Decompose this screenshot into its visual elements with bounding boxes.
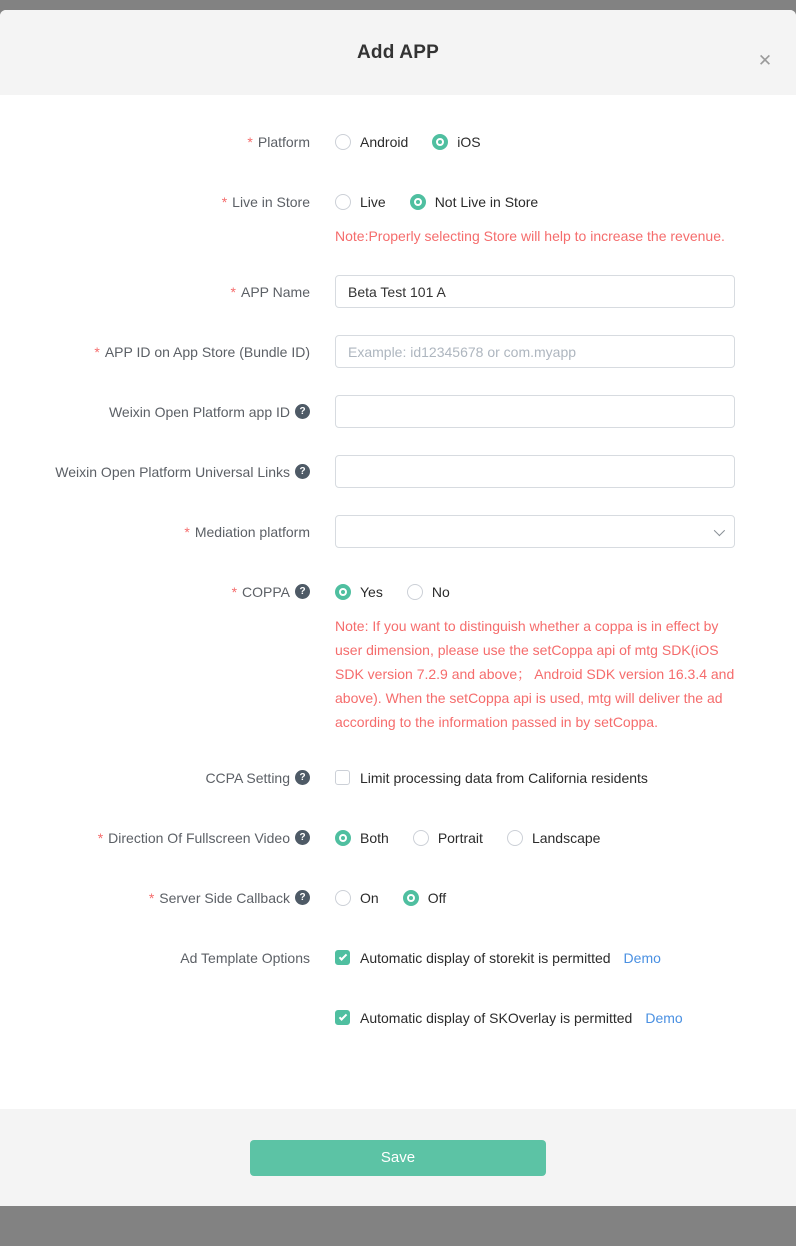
field-mediation-platform-label: * Mediation platform bbox=[184, 523, 310, 540]
storekit-demo-link[interactable]: Demo bbox=[623, 949, 661, 966]
radio-coppa-yes[interactable]: Yes bbox=[335, 584, 383, 600]
help-icon[interactable]: ? bbox=[295, 830, 310, 845]
help-icon[interactable]: ? bbox=[295, 770, 310, 785]
field-weixin-app-id bbox=[0, 395, 796, 428]
save-button[interactable]: Save bbox=[250, 1140, 546, 1176]
weixin-app-id-input[interactable] bbox=[335, 395, 735, 428]
add-app-modal bbox=[0, 10, 796, 1206]
storekit-checkbox-item[interactable]: Automatic display of storekit is permitted bbox=[335, 950, 611, 966]
check-icon bbox=[338, 1012, 346, 1020]
radio-selected-icon[interactable] bbox=[432, 134, 448, 150]
field-server-side-callback bbox=[0, 881, 796, 914]
radio-ios[interactable]: iOS bbox=[432, 134, 480, 150]
field-ad-template-skoverlay bbox=[0, 1001, 796, 1034]
radio-icon[interactable] bbox=[507, 830, 523, 846]
field-coppa-label: * COPPA ? bbox=[0, 575, 310, 608]
help-icon[interactable]: ? bbox=[295, 464, 310, 479]
radio-icon[interactable] bbox=[407, 584, 423, 600]
server-side-callback-radio-group bbox=[335, 881, 735, 914]
modal-title: Add APP bbox=[357, 41, 439, 63]
field-coppa bbox=[0, 575, 796, 734]
app-id-input[interactable] bbox=[335, 335, 735, 368]
radio-both[interactable]: Both bbox=[335, 830, 389, 846]
field-weixin-app-id-label: Weixin Open Platform app ID ? bbox=[0, 395, 310, 428]
field-platform bbox=[0, 125, 796, 158]
add-app-form bbox=[0, 95, 796, 1109]
mediation-platform-select[interactable] bbox=[335, 515, 735, 548]
required-asterisk: * bbox=[94, 343, 100, 360]
coppa-note: Note: If you want to distinguish whether a coppa is in effect by user dimension, please use the setCoppa api of mtg SDK(iOS SDK version 7.2.9 and above； Android SDK version 16.3.4 and above). When the setCoppa api is used, mtg will deliver the ad according to the information passed in by setCoppa. bbox=[335, 618, 735, 730]
field-app-name-label: * APP Name bbox=[230, 283, 310, 300]
ccpa-checkbox-item[interactable]: Limit processing data from California residents bbox=[335, 770, 648, 786]
modal-footer bbox=[0, 1109, 796, 1206]
help-icon[interactable]: ? bbox=[295, 890, 310, 905]
platform-radio-group bbox=[335, 125, 735, 158]
radio-coppa-no[interactable]: No bbox=[407, 584, 450, 600]
radio-selected-icon[interactable] bbox=[410, 194, 426, 210]
close-icon[interactable]: ✕ bbox=[757, 51, 773, 70]
chevron-down-icon bbox=[714, 524, 725, 535]
direction-radio-group bbox=[335, 821, 735, 854]
radio-icon[interactable] bbox=[335, 194, 351, 210]
field-direction bbox=[0, 821, 796, 854]
radio-icon[interactable] bbox=[335, 134, 351, 150]
radio-not-live-in-store[interactable]: Not Live in Store bbox=[410, 194, 539, 210]
field-live-in-store-label: * Live in Store bbox=[221, 193, 310, 210]
required-asterisk: * bbox=[230, 283, 236, 300]
checkbox-checked-icon[interactable] bbox=[335, 950, 350, 965]
radio-selected-icon[interactable] bbox=[335, 584, 351, 600]
field-live-in-store bbox=[0, 185, 796, 248]
live-in-store-radio-group bbox=[335, 185, 735, 218]
required-asterisk: * bbox=[97, 829, 104, 846]
check-icon bbox=[338, 952, 346, 960]
required-asterisk: * bbox=[221, 193, 228, 210]
modal-header bbox=[0, 10, 796, 95]
weixin-universal-links-input[interactable] bbox=[335, 455, 735, 488]
help-icon[interactable]: ? bbox=[295, 404, 310, 419]
radio-icon[interactable] bbox=[335, 890, 351, 906]
field-server-side-callback-label: * Server Side Callback ? bbox=[0, 881, 310, 914]
field-app-id-label: * APP ID on App Store (Bundle ID) bbox=[94, 343, 310, 360]
help-icon[interactable]: ? bbox=[295, 584, 310, 599]
field-ad-template-storekit bbox=[0, 941, 796, 974]
field-ccpa-label: CCPA Setting ? bbox=[0, 761, 310, 794]
required-asterisk: * bbox=[231, 583, 238, 600]
skoverlay-demo-link[interactable]: Demo bbox=[645, 1009, 683, 1026]
app-name-input[interactable] bbox=[335, 275, 735, 308]
radio-off[interactable]: Off bbox=[403, 890, 446, 906]
radio-icon[interactable] bbox=[413, 830, 429, 846]
live-in-store-note: Note:Properly selecting Store will help to increase the revenue. bbox=[335, 228, 725, 244]
required-asterisk: * bbox=[184, 523, 190, 540]
radio-selected-icon[interactable] bbox=[403, 890, 419, 906]
radio-portrait[interactable]: Portrait bbox=[413, 830, 483, 846]
field-weixin-universal-links-label: Weixin Open Platform Universal Links ? bbox=[0, 455, 310, 488]
field-ccpa bbox=[0, 761, 796, 794]
field-app-name bbox=[0, 275, 796, 308]
field-app-id bbox=[0, 335, 796, 368]
field-ad-template-spacer bbox=[0, 1001, 310, 1034]
field-direction-label: * Direction Of Fullscreen Video ? bbox=[0, 821, 310, 854]
checkbox-icon[interactable] bbox=[335, 770, 350, 785]
field-ad-template-label: Ad Template Options bbox=[180, 949, 310, 966]
coppa-radio-group bbox=[335, 575, 735, 608]
required-asterisk: * bbox=[247, 133, 253, 150]
field-platform-label: * Platform bbox=[247, 133, 310, 150]
field-weixin-universal-links bbox=[0, 455, 796, 488]
radio-live[interactable]: Live bbox=[335, 194, 386, 210]
radio-on[interactable]: On bbox=[335, 890, 379, 906]
radio-android[interactable]: Android bbox=[335, 134, 408, 150]
checkbox-checked-icon[interactable] bbox=[335, 1010, 350, 1025]
skoverlay-checkbox-item[interactable]: Automatic display of SKOverlay is permitted bbox=[335, 1010, 632, 1026]
radio-selected-icon[interactable] bbox=[335, 830, 351, 846]
required-asterisk: * bbox=[148, 889, 155, 906]
radio-landscape[interactable]: Landscape bbox=[507, 830, 601, 846]
field-mediation-platform bbox=[0, 515, 796, 548]
